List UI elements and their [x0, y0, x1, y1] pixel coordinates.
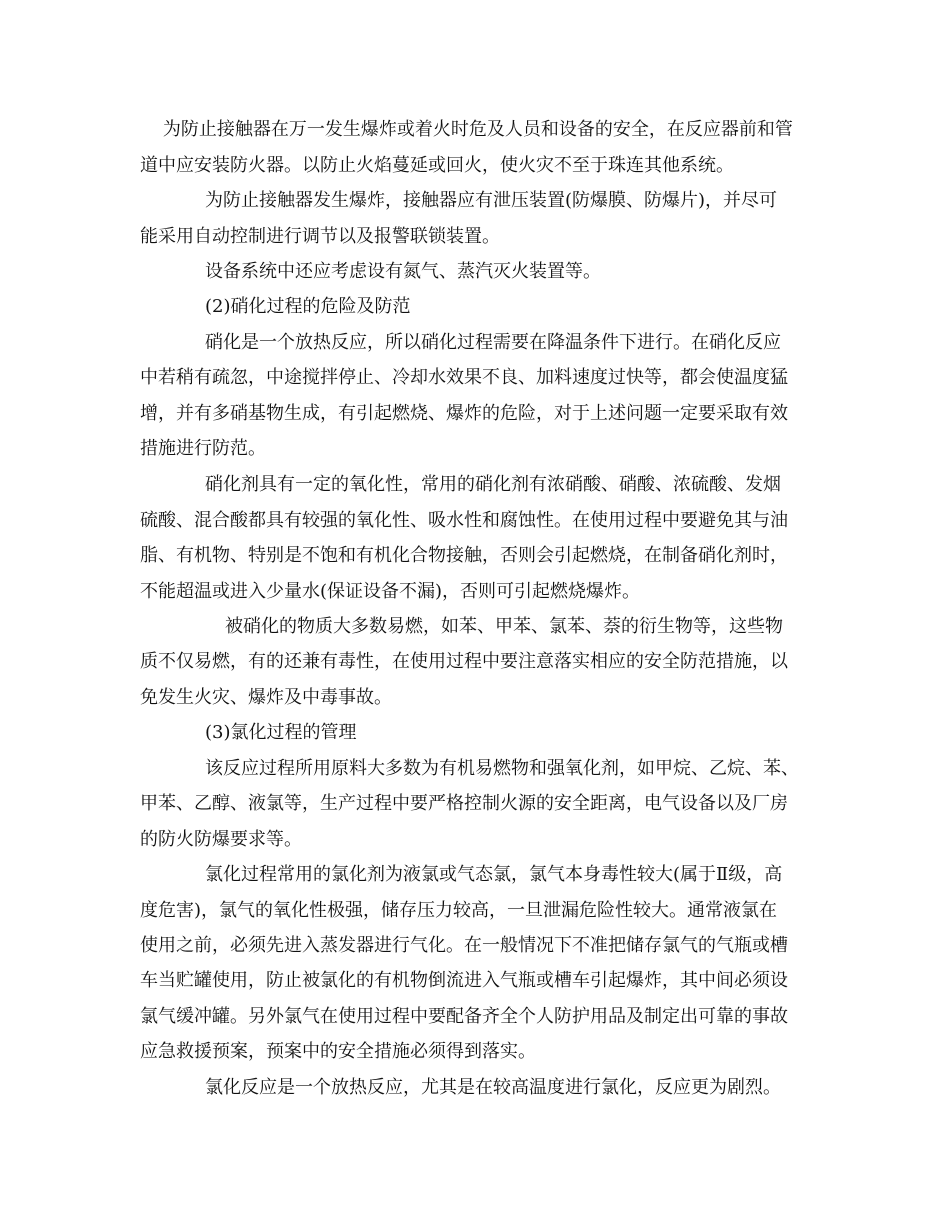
body-text-line: 硝化剂具有一定的氧化性，常用的硝化剂有浓硝酸、硝酸、浓硫酸、发烟 [205, 474, 781, 495]
body-text-line: 能采用自动控制进行调节以及报警联锁装置。 [140, 226, 500, 247]
body-text-line: 道中应安装防火器。以防止火焰蔓延或回火，使火灾不至于珠连其他系统。 [140, 155, 734, 176]
section-heading: (3)氯化过程的管理 [205, 722, 357, 743]
body-text-line: 使用之前，必须先进入蒸发器进行气化。在一般情况下不准把储存氯气的气瓶或槽 [140, 935, 788, 956]
body-text-line: 氯气缓冲罐。另外氯气在使用过程中要配备齐全个人防护用品及制定出可靠的事故 [140, 1006, 788, 1027]
body-text-line: 硝化是一个放热反应，所以硝化过程需要在降温条件下进行。在硝化反应 [205, 332, 781, 353]
body-text-line: 措施进行防范。 [140, 438, 266, 459]
body-text-line: 增，并有多硝基物生成，有引起燃烧、爆炸的危险，对于上述问题一定要采取有效 [140, 403, 788, 424]
body-text-line: 的防火防爆要求等。 [140, 829, 302, 850]
body-text-line: 被硝化的物质大多数易燃，如苯、甲苯、氯苯、萘的衍生物等，这些物 [225, 616, 783, 637]
body-text-line: 甲苯、乙醇、液氯等，生产过程中要严格控制火源的安全距离，电气设备以及厂房 [140, 793, 788, 814]
body-text-line: 质不仅易燃，有的还兼有毒性，在使用过程中要注意落实相应的安全防范措施，以 [140, 651, 788, 672]
body-text-line: 为防止接触器在万一发生爆炸或着火时危及人员和设备的安全，在反应器前和管 [140, 119, 793, 140]
body-text-line: 氯化反应是一个放热反应，尤其是在较高温度进行氯化，反应更为剧烈。 [205, 1077, 781, 1098]
body-text-line: 脂、有机物、特别是不饱和有机化合物接触，否则会引起燃烧，在制备硝化剂时， [140, 545, 788, 566]
body-text-line: 该反应过程所用原料大多数为有机易燃物和强氧化剂，如甲烷、乙烷、苯、 [205, 758, 799, 779]
body-text-line: 不能超温或进入少量水(保证设备不漏)，否则可引起燃烧爆炸。 [140, 581, 641, 602]
body-text-line: 应急救援预案，预案中的安全措施必须得到落实。 [140, 1041, 536, 1062]
body-text-line: 为防止接触器发生爆炸，接触器应有泄压装置(防爆膜、防爆片)，并尽可 [205, 190, 778, 211]
body-text-line: 中若稍有疏忽，中途搅拌停止、冷却水效果不良、加料速度过快等，都会使温度猛 [140, 367, 788, 388]
body-text-line: 氯化过程常用的氯化剂为液氯或气态氯，氯气本身毒性较大(属于Ⅱ级，高 [205, 864, 783, 885]
body-text-line: 度危害)，氯气的氧化性极强，储存压力较高，一旦泄漏危险性较大。通常液氯在 [140, 900, 778, 921]
section-heading: (2)硝化过程的危险及防范 [205, 296, 411, 317]
body-text-line: 设备系统中还应考虑设有氮气、蒸汽灭火装置等。 [205, 261, 601, 282]
body-text-line: 硫酸、混合酸都具有较强的氧化性、吸水性和腐蚀性。在使用过程中要避免其与油 [140, 510, 788, 531]
body-text-line: 免发生火灾、爆炸及中毒事故。 [140, 687, 392, 708]
body-text-line: 车当贮罐使用，防止被氯化的有机物倒流进入气瓶或槽车引起爆炸，其中间必须设 [140, 970, 788, 991]
